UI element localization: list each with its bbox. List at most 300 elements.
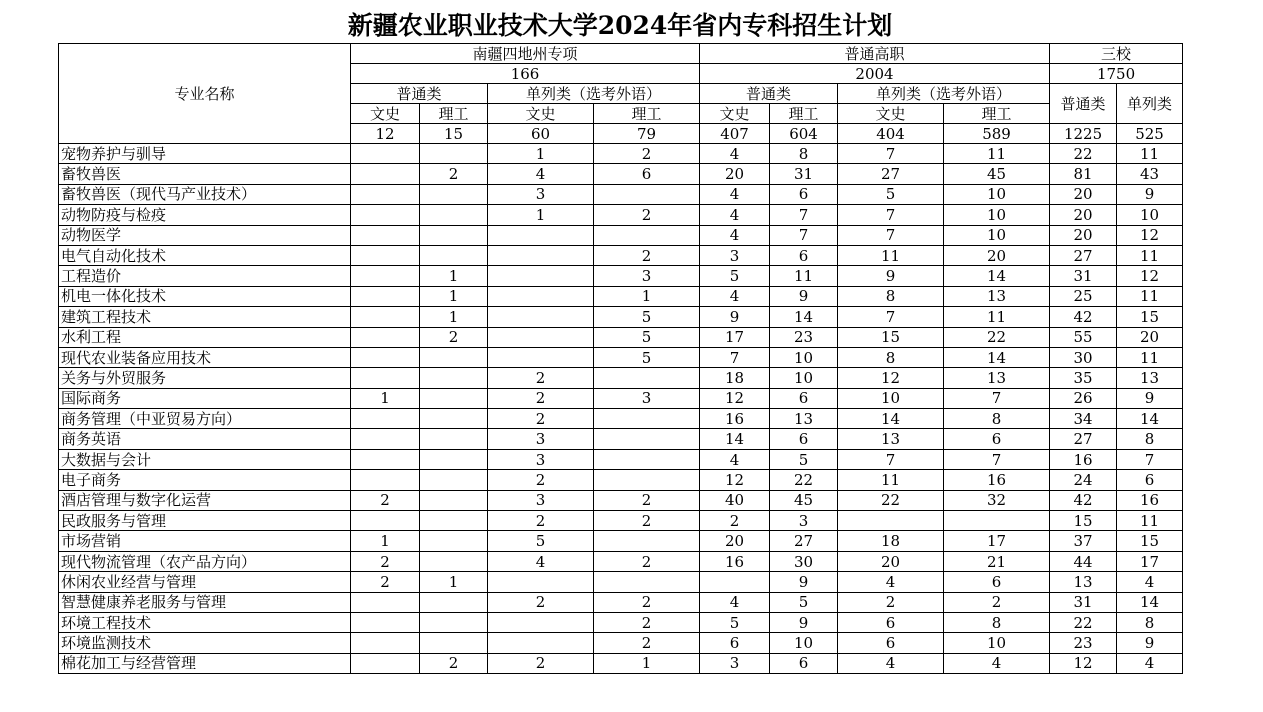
quota-cell: 4 bbox=[700, 592, 770, 612]
quota-cell: 15 bbox=[1117, 531, 1183, 551]
table-row bbox=[59, 184, 1183, 204]
column-total: 1225 bbox=[1050, 124, 1117, 144]
quota-cell: 11 bbox=[1117, 511, 1183, 531]
quota-cell: 4 bbox=[700, 225, 770, 245]
quota-cell: 4 bbox=[488, 551, 594, 571]
quota-cell: 43 bbox=[1117, 164, 1183, 184]
quota-cell: 11 bbox=[770, 266, 838, 286]
quota-cell: 18 bbox=[700, 368, 770, 388]
quota-cell: 5 bbox=[838, 184, 944, 204]
quota-cell: 2 bbox=[488, 592, 594, 612]
quota-cell: 2 bbox=[488, 409, 594, 429]
quota-cell: 15 bbox=[1117, 307, 1183, 327]
quota-cell: 27 bbox=[838, 164, 944, 184]
quota-cell: 21 bbox=[944, 551, 1050, 571]
quota-cell: 3 bbox=[700, 653, 770, 673]
quota-cell bbox=[351, 164, 420, 184]
nanjiang-danlie-header: 单列类（选考外语） bbox=[488, 84, 700, 104]
quota-cell bbox=[420, 205, 488, 225]
quota-cell: 15 bbox=[838, 327, 944, 347]
table-row bbox=[59, 551, 1183, 571]
quota-cell: 3 bbox=[488, 449, 594, 469]
quota-cell: 11 bbox=[1117, 286, 1183, 306]
quota-cell: 1 bbox=[420, 286, 488, 306]
quota-cell bbox=[420, 225, 488, 245]
table-row bbox=[59, 205, 1183, 225]
subject-ligong-header: 理工 bbox=[594, 104, 700, 124]
quota-cell: 9 bbox=[1117, 184, 1183, 204]
subject-wenshi-header: 文史 bbox=[351, 104, 420, 124]
major-name-cell: 休闲农业经营与管理 bbox=[59, 572, 351, 592]
table-row bbox=[59, 572, 1183, 592]
quota-cell: 12 bbox=[1117, 266, 1183, 286]
quota-cell bbox=[488, 572, 594, 592]
quota-cell: 7 bbox=[700, 347, 770, 367]
quota-cell bbox=[420, 633, 488, 653]
quota-cell bbox=[594, 572, 700, 592]
quota-cell bbox=[351, 511, 420, 531]
quota-cell: 11 bbox=[944, 144, 1050, 164]
sanxiao-putong-header: 普通类 bbox=[1050, 84, 1117, 124]
quota-cell bbox=[351, 307, 420, 327]
quota-cell: 22 bbox=[1050, 612, 1117, 632]
major-name-cell: 电子商务 bbox=[59, 470, 351, 490]
quota-cell: 1 bbox=[594, 653, 700, 673]
column-total: 525 bbox=[1117, 124, 1183, 144]
quota-cell: 9 bbox=[700, 307, 770, 327]
quota-cell: 7 bbox=[770, 225, 838, 245]
quota-cell: 17 bbox=[944, 531, 1050, 551]
quota-cell: 6 bbox=[594, 164, 700, 184]
quota-cell: 2 bbox=[488, 653, 594, 673]
quota-cell: 2 bbox=[594, 144, 700, 164]
subject-wenshi-header: 文史 bbox=[488, 104, 594, 124]
quota-cell bbox=[420, 592, 488, 612]
quota-cell: 13 bbox=[944, 286, 1050, 306]
quota-cell: 2 bbox=[420, 164, 488, 184]
quota-cell: 4 bbox=[700, 184, 770, 204]
quota-cell bbox=[488, 612, 594, 632]
quota-cell: 13 bbox=[770, 409, 838, 429]
quota-cell bbox=[351, 347, 420, 367]
quota-cell: 2 bbox=[838, 592, 944, 612]
quota-cell bbox=[420, 368, 488, 388]
quota-cell bbox=[420, 144, 488, 164]
quota-cell: 9 bbox=[1117, 633, 1183, 653]
quota-cell: 45 bbox=[770, 490, 838, 510]
major-name-cell: 商务英语 bbox=[59, 429, 351, 449]
quota-cell: 22 bbox=[944, 327, 1050, 347]
quota-cell bbox=[488, 286, 594, 306]
table-row bbox=[59, 409, 1183, 429]
table-row bbox=[59, 429, 1183, 449]
quota-cell: 3 bbox=[700, 245, 770, 265]
quota-cell bbox=[420, 531, 488, 551]
quota-cell: 7 bbox=[770, 205, 838, 225]
quota-cell: 13 bbox=[1050, 572, 1117, 592]
group-putong-gaozhi-total: 2004 bbox=[700, 64, 1050, 84]
quota-cell: 2 bbox=[488, 368, 594, 388]
quota-cell bbox=[351, 470, 420, 490]
page-title: 新疆农业职业技术大学2024年省内专科招生计划 bbox=[347, 11, 893, 40]
quota-cell: 18 bbox=[838, 531, 944, 551]
quota-cell: 1 bbox=[351, 531, 420, 551]
quota-cell bbox=[351, 266, 420, 286]
quota-cell: 10 bbox=[944, 633, 1050, 653]
table-row bbox=[59, 531, 1183, 551]
quota-cell: 1 bbox=[420, 572, 488, 592]
quota-cell: 1 bbox=[351, 388, 420, 408]
quota-cell: 4 bbox=[488, 164, 594, 184]
major-name-cell: 宠物养护与驯导 bbox=[59, 144, 351, 164]
quota-cell: 5 bbox=[700, 266, 770, 286]
quota-cell bbox=[594, 531, 700, 551]
quota-cell: 23 bbox=[770, 327, 838, 347]
quota-cell bbox=[420, 612, 488, 632]
quota-cell bbox=[944, 511, 1050, 531]
major-name-cell: 现代物流管理（农产品方向） bbox=[59, 551, 351, 571]
quota-cell: 7 bbox=[1117, 449, 1183, 469]
quota-cell: 6 bbox=[838, 612, 944, 632]
quota-cell: 2 bbox=[594, 633, 700, 653]
table-row bbox=[59, 286, 1183, 306]
major-name-header: 专业名称 bbox=[59, 44, 351, 144]
quota-cell: 81 bbox=[1050, 164, 1117, 184]
gaozhi-putong-header: 普通类 bbox=[700, 84, 838, 104]
major-name-cell: 大数据与会计 bbox=[59, 449, 351, 469]
sanxiao-danlie-header: 单列类 bbox=[1117, 84, 1183, 124]
major-name-cell: 酒店管理与数字化运营 bbox=[59, 490, 351, 510]
quota-cell bbox=[488, 225, 594, 245]
quota-cell: 2 bbox=[488, 511, 594, 531]
quota-cell: 27 bbox=[1050, 245, 1117, 265]
table-row bbox=[59, 327, 1183, 347]
group-sanxiao-total: 1750 bbox=[1050, 64, 1183, 84]
table-row bbox=[59, 511, 1183, 531]
quota-cell: 12 bbox=[700, 388, 770, 408]
quota-cell: 13 bbox=[1117, 368, 1183, 388]
quota-cell: 2 bbox=[594, 511, 700, 531]
quota-cell: 14 bbox=[838, 409, 944, 429]
quota-cell: 12 bbox=[838, 368, 944, 388]
quota-cell: 2 bbox=[594, 490, 700, 510]
quota-cell bbox=[488, 266, 594, 286]
quota-cell: 17 bbox=[1117, 551, 1183, 571]
quota-cell: 6 bbox=[1117, 470, 1183, 490]
quota-cell bbox=[351, 368, 420, 388]
quota-cell: 1 bbox=[420, 266, 488, 286]
table-row bbox=[59, 144, 1183, 164]
quota-cell: 9 bbox=[770, 286, 838, 306]
quota-cell: 8 bbox=[838, 347, 944, 367]
major-name-cell: 商务管理（中亚贸易方向） bbox=[59, 409, 351, 429]
quota-cell: 16 bbox=[700, 551, 770, 571]
quota-cell: 3 bbox=[488, 490, 594, 510]
quota-cell: 11 bbox=[944, 307, 1050, 327]
quota-cell: 17 bbox=[700, 327, 770, 347]
major-name-cell: 国际商务 bbox=[59, 388, 351, 408]
quota-cell bbox=[420, 429, 488, 449]
quota-cell: 11 bbox=[1117, 347, 1183, 367]
quota-cell: 6 bbox=[700, 633, 770, 653]
table-row bbox=[59, 307, 1183, 327]
quota-cell bbox=[594, 368, 700, 388]
table-row bbox=[59, 612, 1183, 632]
quota-cell: 16 bbox=[1050, 449, 1117, 469]
quota-cell: 10 bbox=[944, 184, 1050, 204]
quota-cell bbox=[351, 592, 420, 612]
major-name-cell: 市场营销 bbox=[59, 531, 351, 551]
major-name-cell: 动物医学 bbox=[59, 225, 351, 245]
quota-cell bbox=[420, 409, 488, 429]
group-sanxiao-header: 三校 bbox=[1050, 44, 1183, 64]
quota-cell: 5 bbox=[594, 327, 700, 347]
quota-cell: 20 bbox=[700, 531, 770, 551]
quota-cell: 12 bbox=[700, 470, 770, 490]
quota-cell bbox=[488, 327, 594, 347]
quota-cell: 3 bbox=[594, 266, 700, 286]
quota-cell: 26 bbox=[1050, 388, 1117, 408]
quota-cell: 10 bbox=[838, 388, 944, 408]
quota-cell: 2 bbox=[594, 205, 700, 225]
quota-cell bbox=[351, 612, 420, 632]
quota-cell: 30 bbox=[770, 551, 838, 571]
quota-cell: 24 bbox=[1050, 470, 1117, 490]
table-row bbox=[59, 592, 1183, 612]
quota-cell: 3 bbox=[770, 511, 838, 531]
quota-cell: 3 bbox=[488, 184, 594, 204]
quota-cell: 16 bbox=[1117, 490, 1183, 510]
quota-cell: 8 bbox=[1117, 612, 1183, 632]
quota-cell: 7 bbox=[838, 144, 944, 164]
major-name-cell: 畜牧兽医（现代马产业技术） bbox=[59, 184, 351, 204]
quota-cell: 42 bbox=[1050, 490, 1117, 510]
quota-cell: 23 bbox=[1050, 633, 1117, 653]
quota-cell: 4 bbox=[700, 144, 770, 164]
quota-cell bbox=[420, 245, 488, 265]
quota-cell: 16 bbox=[700, 409, 770, 429]
major-name-cell: 环境监测技术 bbox=[59, 633, 351, 653]
quota-cell bbox=[700, 572, 770, 592]
column-total: 12 bbox=[351, 124, 420, 144]
quota-cell: 10 bbox=[770, 368, 838, 388]
quota-cell: 2 bbox=[594, 612, 700, 632]
subject-wenshi-header: 文史 bbox=[838, 104, 944, 124]
quota-cell bbox=[351, 327, 420, 347]
quota-cell: 2 bbox=[351, 551, 420, 571]
column-total: 604 bbox=[770, 124, 838, 144]
table-row bbox=[59, 368, 1183, 388]
quota-cell: 11 bbox=[838, 245, 944, 265]
subject-wenshi-header: 文史 bbox=[700, 104, 770, 124]
quota-cell: 9 bbox=[770, 572, 838, 592]
nanjiang-putong-header: 普通类 bbox=[351, 84, 488, 104]
quota-cell: 31 bbox=[1050, 592, 1117, 612]
quota-cell: 20 bbox=[944, 245, 1050, 265]
major-name-cell: 工程造价 bbox=[59, 266, 351, 286]
quota-cell: 7 bbox=[944, 449, 1050, 469]
quota-cell: 22 bbox=[770, 470, 838, 490]
major-name-cell: 建筑工程技术 bbox=[59, 307, 351, 327]
quota-cell: 6 bbox=[770, 653, 838, 673]
subject-ligong-header: 理工 bbox=[944, 104, 1050, 124]
major-name-cell: 民政服务与管理 bbox=[59, 511, 351, 531]
quota-cell: 3 bbox=[488, 429, 594, 449]
quota-cell: 2 bbox=[351, 572, 420, 592]
quota-cell: 5 bbox=[770, 449, 838, 469]
major-name-cell: 智慧健康养老服务与管理 bbox=[59, 592, 351, 612]
quota-cell: 1 bbox=[420, 307, 488, 327]
quota-cell: 22 bbox=[838, 490, 944, 510]
table-row bbox=[59, 653, 1183, 673]
quota-cell: 6 bbox=[838, 633, 944, 653]
major-name-cell: 水利工程 bbox=[59, 327, 351, 347]
quota-cell: 30 bbox=[1050, 347, 1117, 367]
quota-cell: 6 bbox=[770, 184, 838, 204]
group-putong-gaozhi-header: 普通高职 bbox=[700, 44, 1050, 64]
table-row bbox=[59, 266, 1183, 286]
subject-ligong-header: 理工 bbox=[420, 104, 488, 124]
table-row bbox=[59, 490, 1183, 510]
quota-cell: 42 bbox=[1050, 307, 1117, 327]
quota-cell bbox=[420, 347, 488, 367]
quota-cell bbox=[594, 409, 700, 429]
table-row bbox=[59, 164, 1183, 184]
quota-cell: 2 bbox=[594, 551, 700, 571]
quota-cell bbox=[351, 205, 420, 225]
group-nanjiang-total: 166 bbox=[351, 64, 700, 84]
quota-cell: 2 bbox=[488, 388, 594, 408]
quota-cell bbox=[488, 307, 594, 327]
quota-cell bbox=[594, 449, 700, 469]
quota-cell: 11 bbox=[1117, 245, 1183, 265]
quota-cell: 31 bbox=[770, 164, 838, 184]
quota-cell: 2 bbox=[488, 470, 594, 490]
quota-cell bbox=[594, 429, 700, 449]
quota-cell: 8 bbox=[1117, 429, 1183, 449]
quota-cell: 32 bbox=[944, 490, 1050, 510]
quota-cell bbox=[351, 144, 420, 164]
quota-cell: 4 bbox=[700, 205, 770, 225]
quota-cell: 20 bbox=[1050, 184, 1117, 204]
header-row-groups bbox=[59, 44, 1183, 64]
quota-cell: 2 bbox=[700, 511, 770, 531]
quota-cell: 7 bbox=[838, 225, 944, 245]
quota-cell: 7 bbox=[838, 449, 944, 469]
quota-cell: 4 bbox=[838, 572, 944, 592]
quota-cell bbox=[351, 653, 420, 673]
column-total: 60 bbox=[488, 124, 594, 144]
major-name-cell: 电气自动化技术 bbox=[59, 245, 351, 265]
quota-cell: 5 bbox=[770, 592, 838, 612]
table-row bbox=[59, 225, 1183, 245]
quota-cell: 55 bbox=[1050, 327, 1117, 347]
quota-cell: 5 bbox=[594, 347, 700, 367]
quota-cell bbox=[420, 449, 488, 469]
quota-cell bbox=[488, 347, 594, 367]
quota-cell bbox=[351, 184, 420, 204]
quota-cell: 13 bbox=[838, 429, 944, 449]
quota-cell: 6 bbox=[944, 572, 1050, 592]
quota-cell: 9 bbox=[770, 612, 838, 632]
quota-cell: 13 bbox=[944, 368, 1050, 388]
quota-cell: 20 bbox=[1050, 225, 1117, 245]
quota-cell: 22 bbox=[1050, 144, 1117, 164]
quota-cell bbox=[838, 511, 944, 531]
quota-cell: 8 bbox=[838, 286, 944, 306]
quota-cell: 14 bbox=[944, 347, 1050, 367]
table-row bbox=[59, 470, 1183, 490]
quota-cell: 4 bbox=[700, 286, 770, 306]
quota-cell bbox=[351, 429, 420, 449]
table-row bbox=[59, 388, 1183, 408]
quota-cell: 2 bbox=[944, 592, 1050, 612]
quota-cell: 1 bbox=[488, 205, 594, 225]
quota-cell: 14 bbox=[944, 266, 1050, 286]
quota-cell: 10 bbox=[944, 205, 1050, 225]
table-row bbox=[59, 449, 1183, 469]
quota-cell: 5 bbox=[700, 612, 770, 632]
quota-cell: 7 bbox=[838, 307, 944, 327]
quota-cell: 14 bbox=[770, 307, 838, 327]
quota-cell: 4 bbox=[838, 653, 944, 673]
quota-cell: 3 bbox=[594, 388, 700, 408]
quota-cell: 10 bbox=[770, 633, 838, 653]
quota-cell: 2 bbox=[420, 653, 488, 673]
quota-cell: 45 bbox=[944, 164, 1050, 184]
quota-cell: 11 bbox=[838, 470, 944, 490]
quota-cell: 16 bbox=[944, 470, 1050, 490]
major-name-cell: 机电一体化技术 bbox=[59, 286, 351, 306]
major-name-cell: 关务与外贸服务 bbox=[59, 368, 351, 388]
quota-cell: 15 bbox=[1050, 511, 1117, 531]
quota-cell: 11 bbox=[1117, 144, 1183, 164]
quota-cell: 6 bbox=[770, 388, 838, 408]
quota-cell bbox=[488, 245, 594, 265]
quota-cell: 35 bbox=[1050, 368, 1117, 388]
quota-cell: 37 bbox=[1050, 531, 1117, 551]
quota-cell: 4 bbox=[700, 449, 770, 469]
quota-cell: 8 bbox=[944, 612, 1050, 632]
quota-cell: 7 bbox=[838, 205, 944, 225]
subject-ligong-header: 理工 bbox=[770, 104, 838, 124]
quota-cell: 14 bbox=[1117, 409, 1183, 429]
quota-cell: 2 bbox=[594, 245, 700, 265]
quota-cell: 9 bbox=[1117, 388, 1183, 408]
quota-cell bbox=[420, 470, 488, 490]
quota-cell: 5 bbox=[594, 307, 700, 327]
quota-cell: 12 bbox=[1117, 225, 1183, 245]
quota-cell bbox=[420, 551, 488, 571]
column-total: 15 bbox=[420, 124, 488, 144]
quota-cell: 14 bbox=[1117, 592, 1183, 612]
quota-cell bbox=[420, 511, 488, 531]
quota-cell: 34 bbox=[1050, 409, 1117, 429]
table-row bbox=[59, 347, 1183, 367]
quota-cell bbox=[488, 633, 594, 653]
quota-cell: 20 bbox=[1117, 327, 1183, 347]
quota-cell bbox=[351, 286, 420, 306]
quota-cell: 7 bbox=[944, 388, 1050, 408]
quota-cell: 9 bbox=[838, 266, 944, 286]
quota-cell: 4 bbox=[1117, 572, 1183, 592]
quota-cell: 6 bbox=[770, 245, 838, 265]
quota-cell: 20 bbox=[838, 551, 944, 571]
table-row bbox=[59, 633, 1183, 653]
quota-cell: 6 bbox=[770, 429, 838, 449]
quota-cell: 10 bbox=[944, 225, 1050, 245]
quota-cell: 20 bbox=[1050, 205, 1117, 225]
